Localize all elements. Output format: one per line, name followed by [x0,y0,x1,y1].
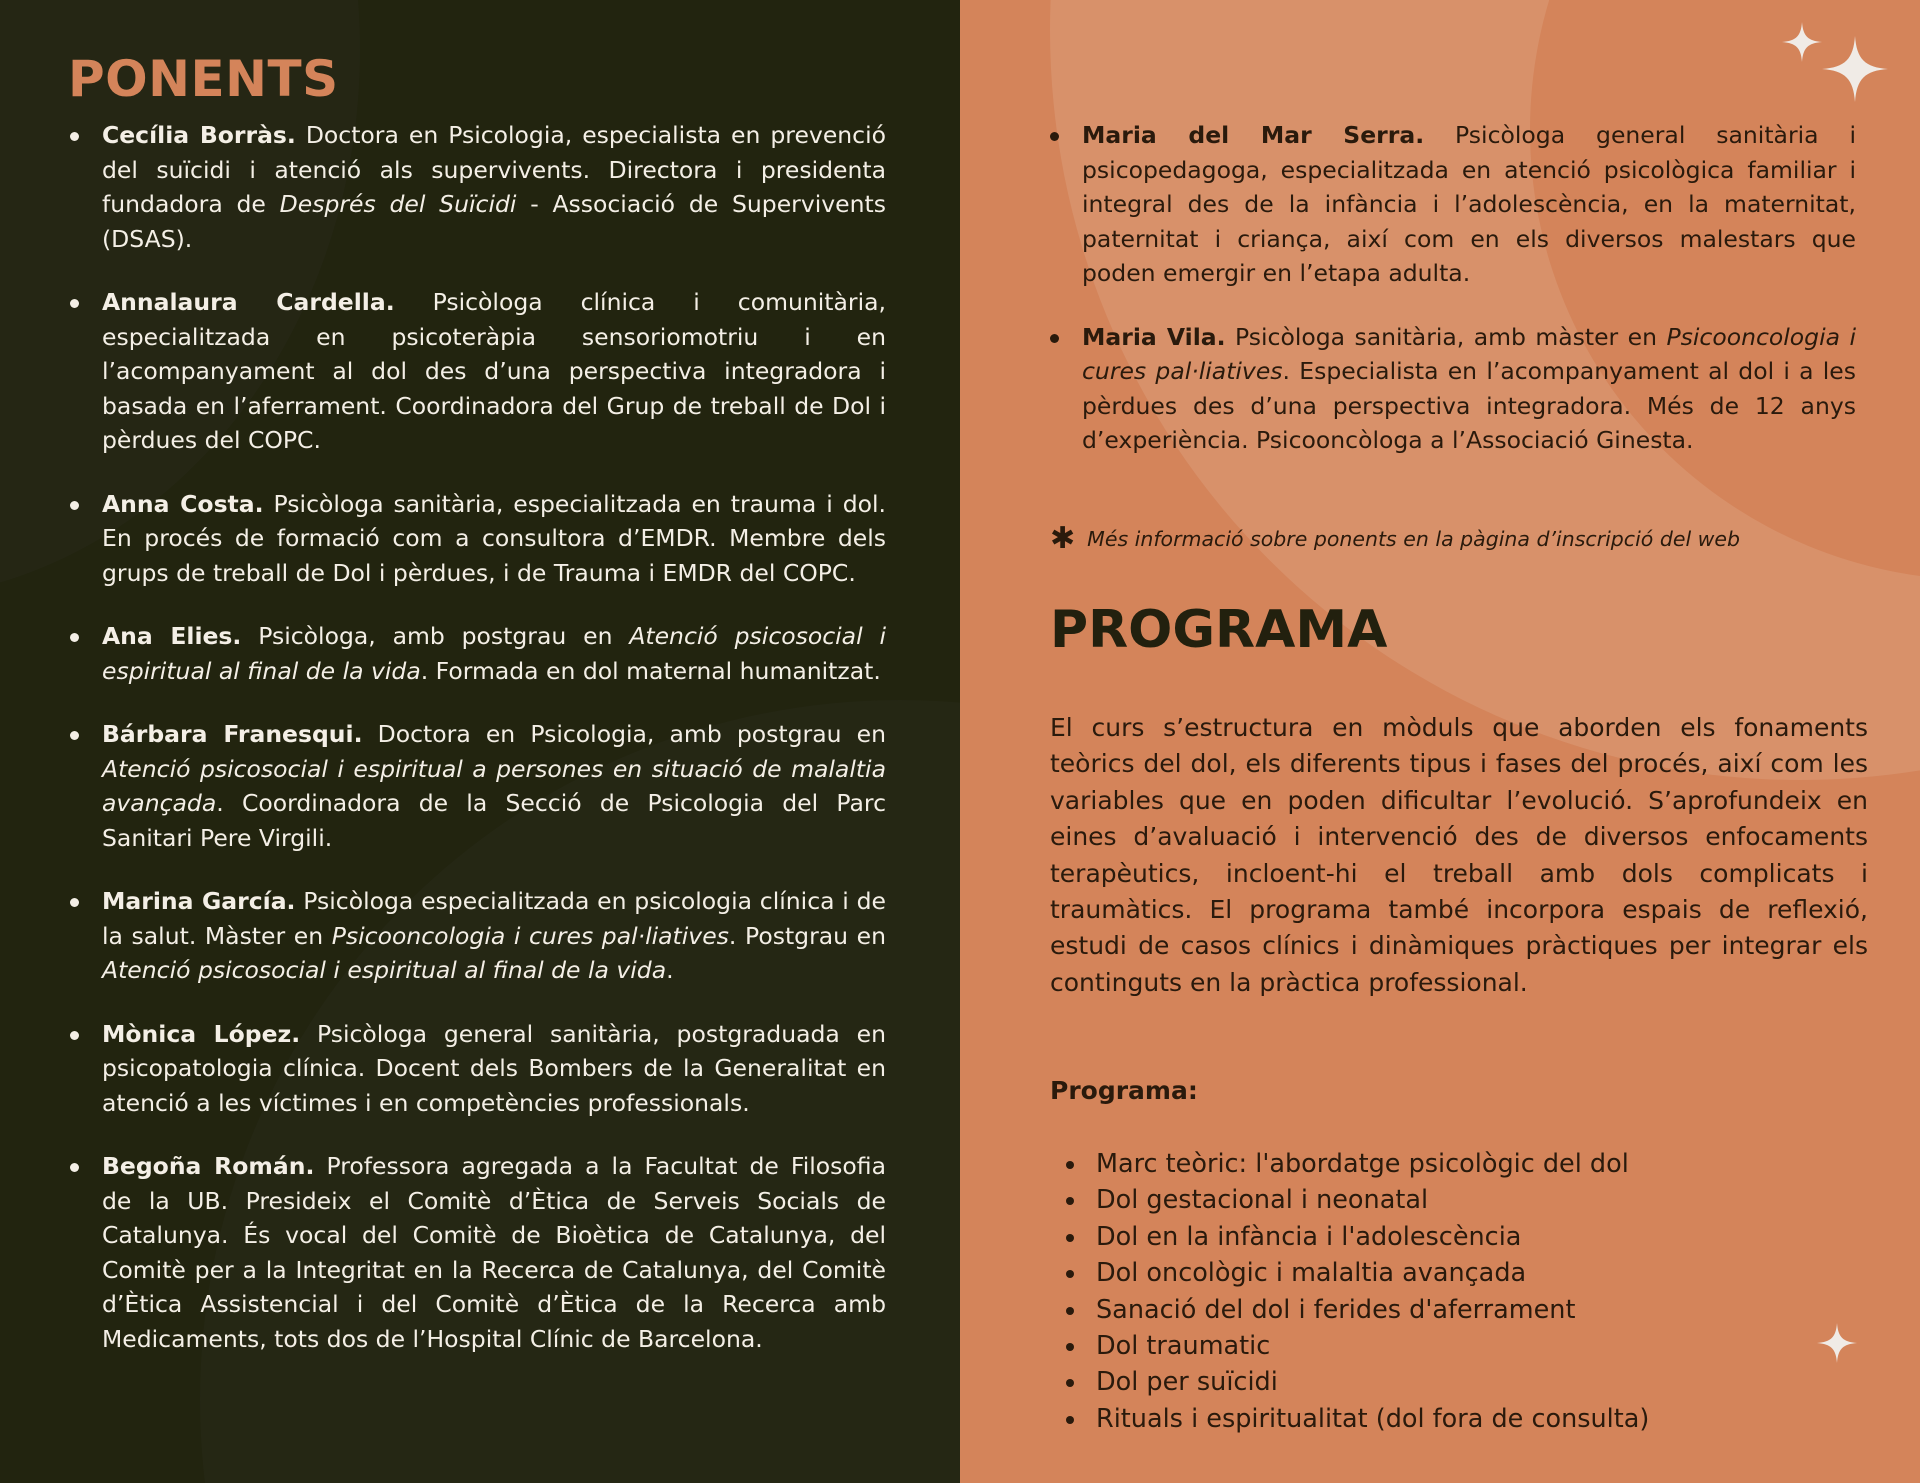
ponent-name: Ana Elies. [102,622,242,650]
bullet-icon [70,898,79,907]
module-item [1066,1255,1649,1291]
module-label: Dol gestacional i neonatal [1096,1185,1429,1216]
programa-modules-list [1066,1146,1649,1437]
ponent-item [70,285,886,458]
ponent-name: Maria Vila. [1082,322,1226,351]
ponent-bio-italic: Atenció psicosocial i espiritual al final de la vida [102,622,886,685]
note-text: Més informació sobre ponents en la pàgina d’inscripció del web [1087,527,1741,551]
sparkle-icon [1817,1323,1857,1363]
bullet-icon [1066,1343,1074,1351]
programa-title: PROGRAMA [1050,600,1388,660]
bullet-icon [70,731,79,740]
ponent-name: Mònica López. [102,1019,301,1048]
ponent-item [1050,320,1856,458]
module-item [1066,1146,1649,1182]
module-item [1066,1364,1649,1400]
ponent-bio-text: Professora agregada a la Facultat de Filosofia de la UB. Presideix el Comitè d’Ètica de Serveis Socials de Catalunya. És vocal del Comitè de Bioètica de Catalunya, del Comitè per a la Integritat en la Recerca de Catalunya, del Comitè d’Ètica Assistencial i del Comitè d’Ètica de la Recerca amb Medicaments, tots dos de l’Hospital Clínic de Barcelona. [102,1152,886,1353]
bullet-icon [1066,1307,1074,1315]
bullet-icon [1050,132,1059,141]
bullet-icon [70,633,79,642]
bullet-icon [70,299,79,308]
bullet-icon [1066,1416,1074,1424]
module-label: Rituals i espiritualitat (dol fora de consulta) [1096,1403,1650,1434]
ponent-item [70,717,886,855]
module-label: Dol traumatic [1096,1331,1271,1362]
ponent-bio-text: Psicòloga sanitària, especialitzada en trauma i dol. En procés de formació com a consultora d’EMDR. Membre dels grups de treball de Dol i pèrdues, i de Trauma i EMDR del COPC. [102,489,886,587]
ponent-item [70,1017,886,1121]
programa-subtitle: Programa: [1050,1076,1198,1105]
ponent-name: Bárbara Franesqui. [102,720,363,748]
ponent-bio-text: Psicòloga sanitària, amb màster en [1225,322,1667,351]
module-label: Sanació del dol i ferides d'aferrament [1096,1294,1576,1325]
module-label: Dol per suïcidi [1096,1367,1278,1398]
module-item [1066,1328,1649,1364]
module-label: Dol en la infància i l'adolescència [1096,1221,1522,1252]
ponents-list-right [1050,118,1856,487]
ponent-bio-text: . Formada en dol maternal humanitzat. [420,656,881,685]
bullet-icon [70,132,79,141]
ponent-name: Maria del Mar Serra. [1082,121,1425,149]
ponent-item [70,118,886,256]
ponent-name: Cecília Borràs. [102,121,296,149]
ponent-name: Begoña Román. [102,1152,315,1180]
ponent-bio-italic: Psicooncologia i cures pal·liatives [1082,322,1856,385]
ponent-bio-text: Doctora en Psicologia, especialista en prevenció del suïcidi i atenció als supervivents. Directora i presidenta fundadora de [102,121,886,218]
module-label: Marc teòric: l'abordatge psicològic del dol [1096,1149,1629,1179]
bullet-icon [1050,334,1059,343]
asterisk-icon: ✱ [1050,521,1076,556]
module-item [1066,1292,1649,1328]
module-item [1066,1182,1649,1218]
ponents-list-left [70,118,886,1385]
bullet-icon [70,501,79,510]
ponent-item [70,487,886,591]
ponent-bio-text: . Especialista en l’acompanyament al dol i a les pèrdues des d’una perspectiva integradora. Més de 12 anys d’experiència. Psicooncòloga a l’Associació Ginesta. [1082,357,1856,454]
ponent-item [70,619,886,688]
ponent-bio-italic: Atenció psicosocial i espiritual al final de la vida [102,956,667,984]
ponents-note [1050,521,1741,556]
bullet-icon [1066,1379,1074,1387]
ponent-bio-text: Psicòloga clínica i comunitària, especialitzada en psicoteràpia sensoriomotriu i en l’acompanyament al dol des d’una perspectiva integradora i basada en l’aferrament. Coordinadora del Grup de treball de Dol i pèrdues del COPC. [102,288,886,454]
bullet-icon [1066,1234,1074,1242]
bullet-icon [1066,1270,1074,1278]
ponent-bio-text: Psicòloga general sanitària, postgraduada en psicopatologia clínica. Docent dels Bombers de la Generalitat en atenció a les víctimes i en competències professionals. [102,1019,887,1117]
bullet-icon [70,1163,79,1172]
ponent-bio-text: Psicòloga especialitzada en psicologia clínica i de la salut. Màster en [102,887,886,950]
ponent-bio-text: . [666,956,674,984]
ponent-bio-text: Doctora en Psicologia, amb postgrau en [362,720,886,748]
ponent-item [70,1149,886,1356]
ponent-name: Marina García. [102,887,296,915]
bullet-icon [1066,1161,1074,1169]
module-label: Dol oncològic i malaltia avançada [1096,1258,1527,1289]
sparkle-icon [1782,22,1822,62]
ponent-bio-text: Psicòloga, amb postgrau en [241,622,630,650]
ponent-name: Anna Costa. [102,489,264,518]
module-item [1066,1219,1649,1255]
ponents-title: PONENTS [68,50,339,108]
bullet-icon [70,1031,79,1040]
ponent-bio-italic: Atenció psicosocial i espiritual a persones en situació de malaltia avançada [102,754,886,817]
bullet-icon [1066,1197,1074,1205]
ponent-bio-italic: Psicooncologia i cures pal·liatives [331,921,729,950]
sparkle-icon [1822,36,1888,102]
ponent-bio-italic: Després del Suïcidi [279,190,517,218]
programa-description: El curs s’estructura en mòduls que aborden els fonaments teòrics del dol, els diferents tipus i fases del procés, així com les variables que en poden dificultar l’evolució. S’aprofundeix en eines d’avaluació i intervenció des de diversos enfocaments terapèutics, incloent-hi el treball amb dols complicats i traumàtics. El programa també incorpora espais de reflexió, estudi de casos clínics i dinàmiques pràctiques per integrar els continguts en la pràctica professional. [1050,713,1868,997]
ponent-bio-text: Psicòloga general sanitària i psicopedagoga, especialitzada en atenció psicològica familiar i integral des de la infància i l’adolescència, en la maternitat, paternitat i criança, així com en els diversos malestars que poden emergir en l’etapa adulta. [1082,121,1856,287]
ponent-bio-text: . Coordinadora de la Secció de Psicologia del Parc Sanitari Pere Virgili. [102,789,886,852]
ponent-bio-text: - Associació de Supervivents (DSAS). [102,190,886,253]
module-item [1066,1401,1649,1437]
ponent-bio-text: . Postgrau en [728,921,886,950]
ponent-item [70,884,886,988]
ponent-name: Annalaura Cardella. [102,288,395,316]
ponent-item [1050,118,1856,291]
